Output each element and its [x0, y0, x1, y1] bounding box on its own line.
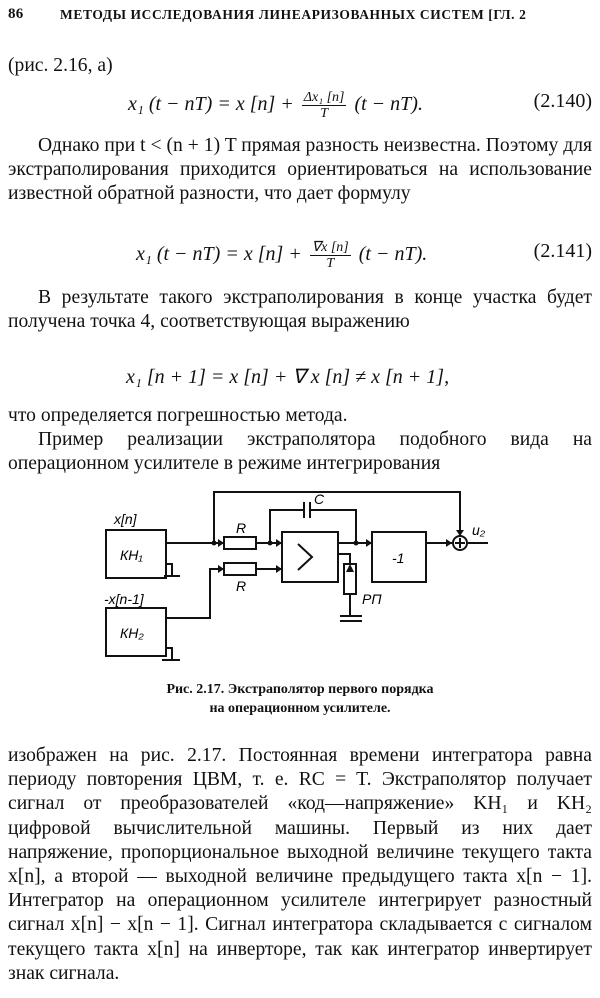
running-title: МЕТОДЫ ИССЛЕДОВАНИЯ ЛИНЕАРИЗОВАННЫХ СИСТЕМ [ГЛ. 2	[60, 7, 527, 22]
page-number: 86	[8, 6, 24, 22]
resistor-r2	[224, 563, 256, 575]
eq141-numerator: ∇x [n]	[311, 240, 349, 255]
r2-label: R	[236, 578, 247, 594]
input-label-xn-1: -x[n-1]	[104, 591, 144, 607]
paragraph-example: Пример реализации экстраполятора подобного вида на операционном усилителе в режиме интегрирования	[8, 429, 592, 475]
paragraph-error: что определяется погрешностью метода.	[8, 405, 348, 426]
equation-inequality: x₁ [n + 1] = x [n] + ∇ x [n] ≠ x [n + 1],	[126, 366, 450, 388]
inverter-label: -1	[392, 550, 405, 566]
paragraph-fig-ref: (рис. 2.16, а)	[8, 55, 113, 76]
equation-number: (2.140)	[533, 90, 592, 112]
eq140-fraction	[302, 90, 347, 121]
eq141-lhs: x₁ (t − nT) = x [n] +	[136, 243, 302, 266]
output-label: u₂	[472, 522, 486, 538]
paragraph-extrapolation-result: В результате такого экстраполирования в конце участка будет получена точка 4, соответствующая выражению	[8, 287, 592, 333]
paragraph-description: изображен на рис. 2.17. Постоянная времени интегратора равна периоду повторения ЦВМ, т. е. RC = T. Экстраполятор получает сигнал от преобразователей «код—напряжение» KH₁ и KH₂ цифровой вычислительной машины. Первый из них дает напряжение, пропорциональное выходной величине текущего такта x[n], а второй — выходной величине предыдущего такта x[n − 1]. Интегратор на операционном усилителе интегрирует разностный сигнал x[n] − x[n − 1]. Сигнал интегратора складывается с сигналом текущего такта x[n] на инверторе, так как интегратор инвертирует знак сигнала.	[8, 745, 592, 984]
eq140-numerator: Δx₁ [n]	[303, 90, 345, 105]
eq141-rhs: (t − nT).	[358, 243, 428, 266]
equation-number: (2.141)	[533, 240, 592, 262]
kh1-label: КН₁	[120, 547, 143, 563]
figure-caption	[0, 680, 600, 718]
r1-label: R	[236, 520, 247, 536]
eq141-denominator: T	[326, 256, 335, 271]
caption-line-1: Рис. 2.17. Экстраполятор первого порядка	[166, 682, 434, 697]
equation-2-140	[8, 80, 592, 124]
eq141-fraction	[310, 240, 351, 271]
caption-line-2: на операционном усилителе.	[209, 701, 391, 716]
equation-2-141	[8, 230, 592, 274]
op-amp-block	[282, 532, 338, 582]
capacitor-label: C	[314, 491, 325, 507]
input-label-xn: x[n]	[114, 511, 137, 527]
eq140-rhs: (t − nT).	[354, 93, 423, 116]
eq140-lhs: x₁ (t − nT) = x [n] +	[128, 93, 294, 116]
eq140-denominator: T	[320, 106, 329, 121]
page-header	[8, 6, 592, 28]
figure-2-17-circuit	[100, 488, 500, 676]
kh2-label: КН₂	[120, 625, 144, 641]
rp-label: РП	[362, 591, 382, 607]
paragraph-backward-difference: Однако при t < (n + 1) T прямая разность неизвестна. Поэтому для экстраполирования приходится ориентироваться на использование известной обратной разности, что дает формулу	[8, 135, 592, 205]
resistor-r1	[224, 537, 256, 549]
